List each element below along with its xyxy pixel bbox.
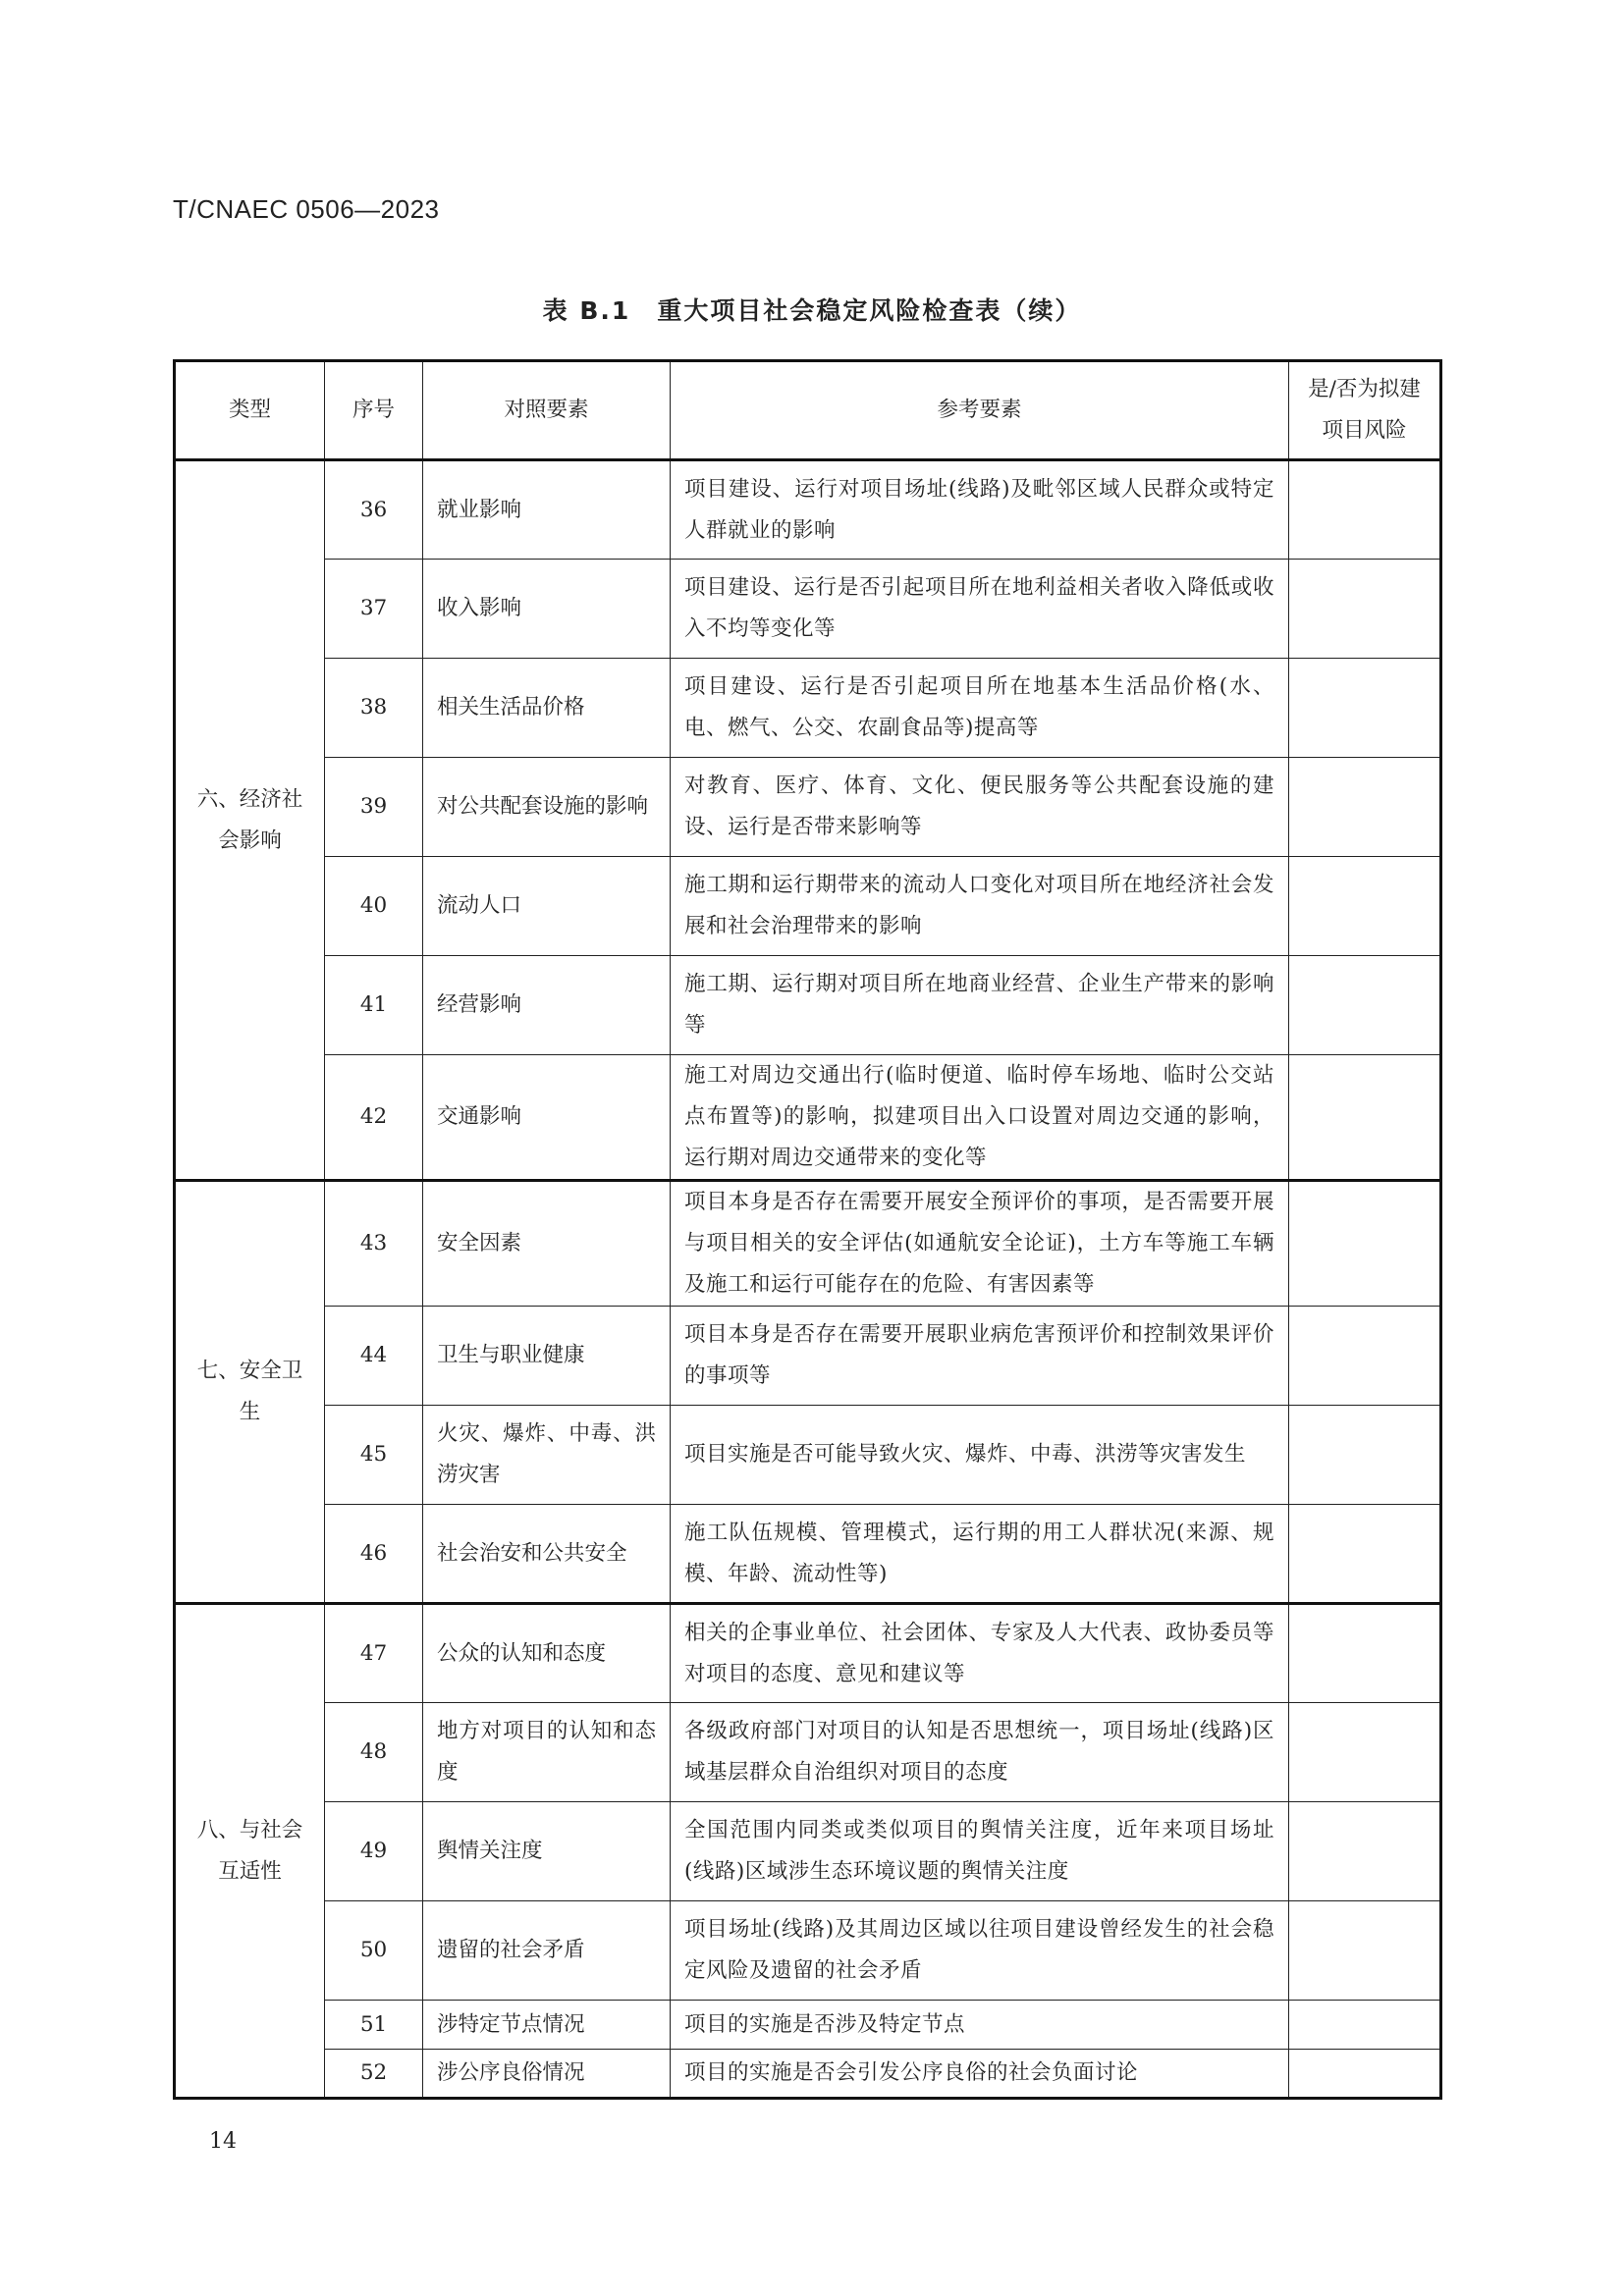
table-row	[175, 1505, 1441, 1604]
risk-flag-cell[interactable]	[1289, 758, 1441, 857]
risk-flag-cell[interactable]	[1289, 1604, 1441, 1703]
number-cell: 46	[325, 1505, 423, 1604]
reference-cell: 全国范围内同类或类似项目的舆情关注度，近年来项目场址(线路)区域涉生态环境议题的舆情关注度	[671, 1802, 1289, 1901]
element-cell: 就业影响	[423, 460, 671, 560]
risk-flag-cell[interactable]	[1289, 1406, 1441, 1505]
risk-flag-cell[interactable]	[1289, 560, 1441, 659]
page-number: 14	[209, 2129, 237, 2154]
element-cell: 涉特定节点情况	[423, 2001, 671, 2050]
table-row	[175, 1604, 1441, 1703]
reference-cell: 项目本身是否存在需要开展职业病危害预评价和控制效果评价的事项等	[671, 1307, 1289, 1406]
table-row	[175, 956, 1441, 1055]
reference-cell: 项目建设、运行是否引起项目所在地利益相关者收入降低或收入不均等变化等	[671, 560, 1289, 659]
risk-checklist-table	[173, 359, 1442, 2100]
table-row	[175, 460, 1441, 560]
header-reference: 参考要素	[671, 361, 1289, 460]
table-row	[175, 659, 1441, 758]
risk-flag-cell[interactable]	[1289, 460, 1441, 560]
header-number: 序号	[325, 361, 423, 460]
number-cell: 50	[325, 1901, 423, 2001]
element-cell: 卫生与职业健康	[423, 1307, 671, 1406]
reference-cell: 施工队伍规模、管理模式，运行期的用工人群状况(来源、规模、年龄、流动性等)	[671, 1505, 1289, 1604]
table-row	[175, 560, 1441, 659]
number-cell: 49	[325, 1802, 423, 1901]
risk-flag-cell[interactable]	[1289, 1055, 1441, 1181]
number-cell: 48	[325, 1703, 423, 1802]
risk-flag-cell[interactable]	[1289, 2050, 1441, 2099]
risk-flag-cell[interactable]	[1289, 1181, 1441, 1307]
table-header-row	[175, 361, 1441, 460]
header-category: 类型	[175, 361, 325, 460]
table-row	[175, 857, 1441, 956]
risk-flag-cell[interactable]	[1289, 1901, 1441, 2001]
risk-flag-cell[interactable]	[1289, 1307, 1441, 1406]
element-cell: 涉公序良俗情况	[423, 2050, 671, 2099]
number-cell: 51	[325, 2001, 423, 2050]
risk-flag-cell[interactable]	[1289, 659, 1441, 758]
table-row	[175, 1055, 1441, 1181]
group-economic-social	[175, 460, 1441, 1181]
table-row	[175, 1703, 1441, 1802]
number-cell: 44	[325, 1307, 423, 1406]
element-cell: 安全因素	[423, 1181, 671, 1307]
category-cell: 六、经济社会影响	[175, 460, 325, 1181]
element-cell: 火灾、爆炸、中毒、洪涝灾害	[423, 1406, 671, 1505]
risk-flag-cell[interactable]	[1289, 1703, 1441, 1802]
number-cell: 42	[325, 1055, 423, 1181]
table-row	[175, 1802, 1441, 1901]
document-code: T/CNAEC 0506—2023	[173, 194, 440, 224]
element-cell: 流动人口	[423, 857, 671, 956]
header-flag: 是/否为拟建项目风险	[1289, 361, 1441, 460]
number-cell: 41	[325, 956, 423, 1055]
reference-cell: 项目建设、运行是否引起项目所在地基本生活品价格(水、电、燃气、公交、农副食品等)提高等	[671, 659, 1289, 758]
table-row	[175, 1901, 1441, 2001]
element-cell: 交通影响	[423, 1055, 671, 1181]
element-cell: 社会治安和公共安全	[423, 1505, 671, 1604]
risk-flag-cell[interactable]	[1289, 1505, 1441, 1604]
risk-flag-cell[interactable]	[1289, 956, 1441, 1055]
risk-flag-cell[interactable]	[1289, 2001, 1441, 2050]
element-cell: 舆情关注度	[423, 1802, 671, 1901]
number-cell: 38	[325, 659, 423, 758]
element-cell: 公众的认知和态度	[423, 1604, 671, 1703]
number-cell: 43	[325, 1181, 423, 1307]
number-cell: 36	[325, 460, 423, 560]
reference-cell: 对教育、医疗、体育、文化、便民服务等公共配套设施的建设、运行是否带来影响等	[671, 758, 1289, 857]
table-row	[175, 758, 1441, 857]
element-cell: 收入影响	[423, 560, 671, 659]
category-cell: 七、安全卫生	[175, 1181, 325, 1604]
number-cell: 40	[325, 857, 423, 956]
number-cell: 45	[325, 1406, 423, 1505]
reference-cell: 施工期、运行期对项目所在地商业经营、企业生产带来的影响等	[671, 956, 1289, 1055]
element-cell: 遗留的社会矛盾	[423, 1901, 671, 2001]
number-cell: 37	[325, 560, 423, 659]
header-element: 对照要素	[423, 361, 671, 460]
element-cell: 相关生活品价格	[423, 659, 671, 758]
category-cell: 八、与社会互适性	[175, 1604, 325, 2099]
risk-flag-cell[interactable]	[1289, 1802, 1441, 1901]
table-row	[175, 1307, 1441, 1406]
group-social-fit	[175, 1604, 1441, 2099]
risk-flag-cell[interactable]	[1289, 857, 1441, 956]
table-row	[175, 1181, 1441, 1307]
reference-cell: 项目的实施是否会引发公序良俗的社会负面讨论	[671, 2050, 1289, 2099]
reference-cell: 相关的企事业单位、社会团体、专家及人大代表、政协委员等对项目的态度、意见和建议等	[671, 1604, 1289, 1703]
reference-cell: 项目本身是否存在需要开展安全预评价的事项，是否需要开展与项目相关的安全评估(如通航安全论证)，土方车等施工车辆及施工和运行可能存在的危险、有害因素等	[671, 1181, 1289, 1307]
number-cell: 47	[325, 1604, 423, 1703]
reference-cell: 项目建设、运行对项目场址(线路)及毗邻区域人民群众或特定人群就业的影响	[671, 460, 1289, 560]
reference-cell: 项目实施是否可能导致火灾、爆炸、中毒、洪涝等灾害发生	[671, 1406, 1289, 1505]
number-cell: 52	[325, 2050, 423, 2099]
group-safety-health	[175, 1181, 1441, 1604]
element-cell: 地方对项目的认知和态度	[423, 1703, 671, 1802]
table-row	[175, 2050, 1441, 2099]
number-cell: 39	[325, 758, 423, 857]
table-row	[175, 2001, 1441, 2050]
reference-cell: 施工对周边交通出行(临时便道、临时停车场地、临时公交站点布置等)的影响，拟建项目出入口设置对周边交通的影响，运行期对周边交通带来的变化等	[671, 1055, 1289, 1181]
table-row	[175, 1406, 1441, 1505]
reference-cell: 项目场址(线路)及其周边区域以往项目建设曾经发生的社会稳定风险及遗留的社会矛盾	[671, 1901, 1289, 2001]
element-cell: 对公共配套设施的影响	[423, 758, 671, 857]
reference-cell: 各级政府部门对项目的认知是否思想统一，项目场址(线路)区域基层群众自治组织对项目的态度	[671, 1703, 1289, 1802]
reference-cell: 施工期和运行期带来的流动人口变化对项目所在地经济社会发展和社会治理带来的影响	[671, 857, 1289, 956]
table-caption: 表 B.1 重大项目社会稳定风险检查表（续）	[542, 296, 1082, 325]
reference-cell: 项目的实施是否涉及特定节点	[671, 2001, 1289, 2050]
element-cell: 经营影响	[423, 956, 671, 1055]
